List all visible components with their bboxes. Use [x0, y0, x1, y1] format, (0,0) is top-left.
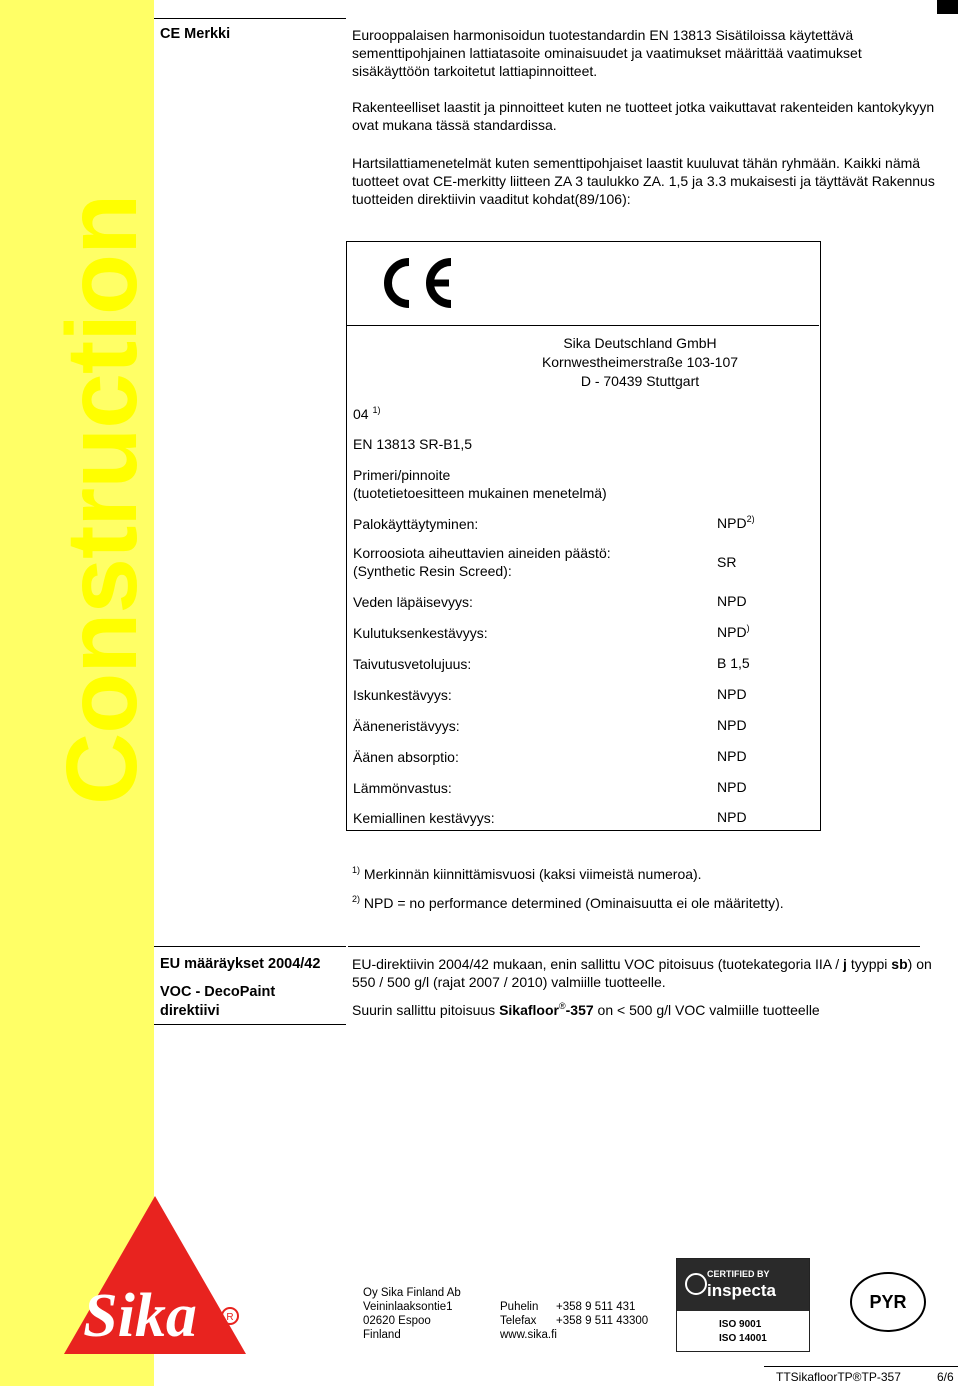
- divider: [348, 946, 920, 947]
- company-name: Sika Deutschland GmbH: [563, 335, 717, 351]
- property-name: Taivutusvetolujuus:: [353, 656, 472, 672]
- logo-text: Sika: [83, 1282, 197, 1350]
- property-name: Kulutuksenkestävyys:: [353, 625, 488, 641]
- ce-section-label: CE Merkki: [160, 26, 231, 42]
- divider: [154, 1024, 346, 1025]
- ce-paragraph-3: Hartsilattiamenetelmät kuten sementtipohjaiset laastit kuuluvat tähän ryhmään. Kaikki nämä tuotteet ovat CE-merkitty liitteen ZA 3 taulukko ZA. 1,5 ja 3.3 mukaisesti ja täyttävät Rakennus tuotteiden direktiivin vaaditut kohdat(89/106):: [352, 155, 935, 207]
- construction-watermark: Construction: [46, 194, 158, 805]
- standard-code: EN 13813 SR-B1,5: [353, 436, 473, 452]
- voc-paragraph-2: Suurin sallittu pitoisuus Sikafloor®-357 on < 500 g/l VOC valmiille tuotteelle: [352, 1001, 820, 1018]
- certification-logo: CERTIFIED BY inspecta ISO 9001 ISO 14001: [676, 1258, 810, 1352]
- property-value: NPD: [717, 748, 747, 764]
- property-name: Veden läpäisevyys:: [353, 594, 473, 610]
- property-name: Kemiallinen kestävyys:: [353, 810, 495, 826]
- ce-paragraph-2: Rakenteelliset laastit ja pinnoitteet kuten ne tuotteet jotka vaikuttavat rakenteiden kantokykyyn ovat mukana tässä standardissa.: [352, 99, 935, 133]
- property-value: B 1,5: [717, 655, 750, 671]
- svg-text:R: R: [226, 1312, 234, 1323]
- property-name: Ääneneristävyys:: [353, 718, 460, 734]
- property-name: Korroosiota aiheuttavien aineiden päästö: (Synthetic Resin Screed):: [353, 545, 611, 579]
- property-value: SR: [717, 554, 737, 570]
- product-description: Primeri/pinnoite (tuotetietoesitteen mukainen menetelmä): [353, 467, 607, 501]
- footnote-2: $^{2)}$ NPD = no performance determined (Ominaisuutta ei ole määritetty).: [352, 894, 784, 911]
- company-city: D - 70439 Stuttgart: [580, 373, 700, 389]
- property-name: Äänen absorptio:: [353, 749, 459, 765]
- company-street: Kornwestheimerstraße 103-107: [541, 354, 739, 370]
- corner-mark: [937, 0, 958, 14]
- footer-contact-labels: Puhelin Telefax www.sika.fi: [500, 1301, 557, 1341]
- footer-contact-values: +358 9 511 431 +358 9 511 43300: [556, 1301, 649, 1327]
- page-number: 6/6: [937, 1370, 954, 1384]
- company-address: [467, 334, 813, 391]
- pyr-logo: PYR: [850, 1272, 926, 1332]
- divider: [764, 1366, 958, 1367]
- eu-section-label: EU määräykset 2004/42 VOC - DecoPaint direktiivi: [160, 956, 321, 1019]
- property-value: NPD: [717, 593, 747, 609]
- sidebar-band: [0, 0, 158, 1386]
- ce-logo-area: [347, 242, 819, 326]
- ce-paragraph-1: Eurooppalaisen harmonisoidun tuotestandardin EN 13813 Sisätiloissa käytettävä sementtipohjainen lattiatasoite ominaisuudet ja vaatimukset määrittää vaatimukset sisäkäyttöön tarkoitetut lattiapinnoitteet.: [352, 27, 862, 79]
- document-code: TTSikafloorTP®TP-357: [776, 1370, 901, 1384]
- divider: [154, 18, 346, 19]
- property-name: Iskunkestävyys:: [353, 687, 452, 703]
- property-name: Lämmönvastus:: [353, 780, 452, 796]
- property-value: NPD): [717, 623, 750, 640]
- footnote-1: $^{1)}$ Merkinnän kiinnittämisvuosi (kaksi viimeistä numeroa).: [352, 865, 702, 882]
- property-value: NPD: [717, 717, 747, 733]
- divider: [154, 946, 346, 947]
- property-value: NPD$^{2)}$: [717, 514, 755, 531]
- property-value: NPD: [717, 779, 747, 795]
- voc-paragraph-1: EU-direktiivin 2004/42 mukaan, enin sallittu VOC pitoisuus (tuotekategoria IIA / j tyyppi sb) on 550 / 500 g/l (rajat 2007 / 2010) valmiille tuotteelle.: [352, 956, 932, 990]
- property-value: NPD: [717, 809, 747, 825]
- ce-marking-box: [346, 241, 821, 831]
- footer-company: Oy Sika Finland Ab Veininlaaksontie1 02620 Espoo Finland: [363, 1287, 461, 1341]
- property-name: Palokäyttäytyminen:: [353, 516, 479, 532]
- property-value: NPD: [717, 686, 747, 702]
- ce-mark-icon: [379, 256, 469, 310]
- marking-year: 04 $^{1)}$: [353, 405, 381, 422]
- sika-logo: [62, 1196, 248, 1356]
- eu-section-text: [352, 955, 942, 1019]
